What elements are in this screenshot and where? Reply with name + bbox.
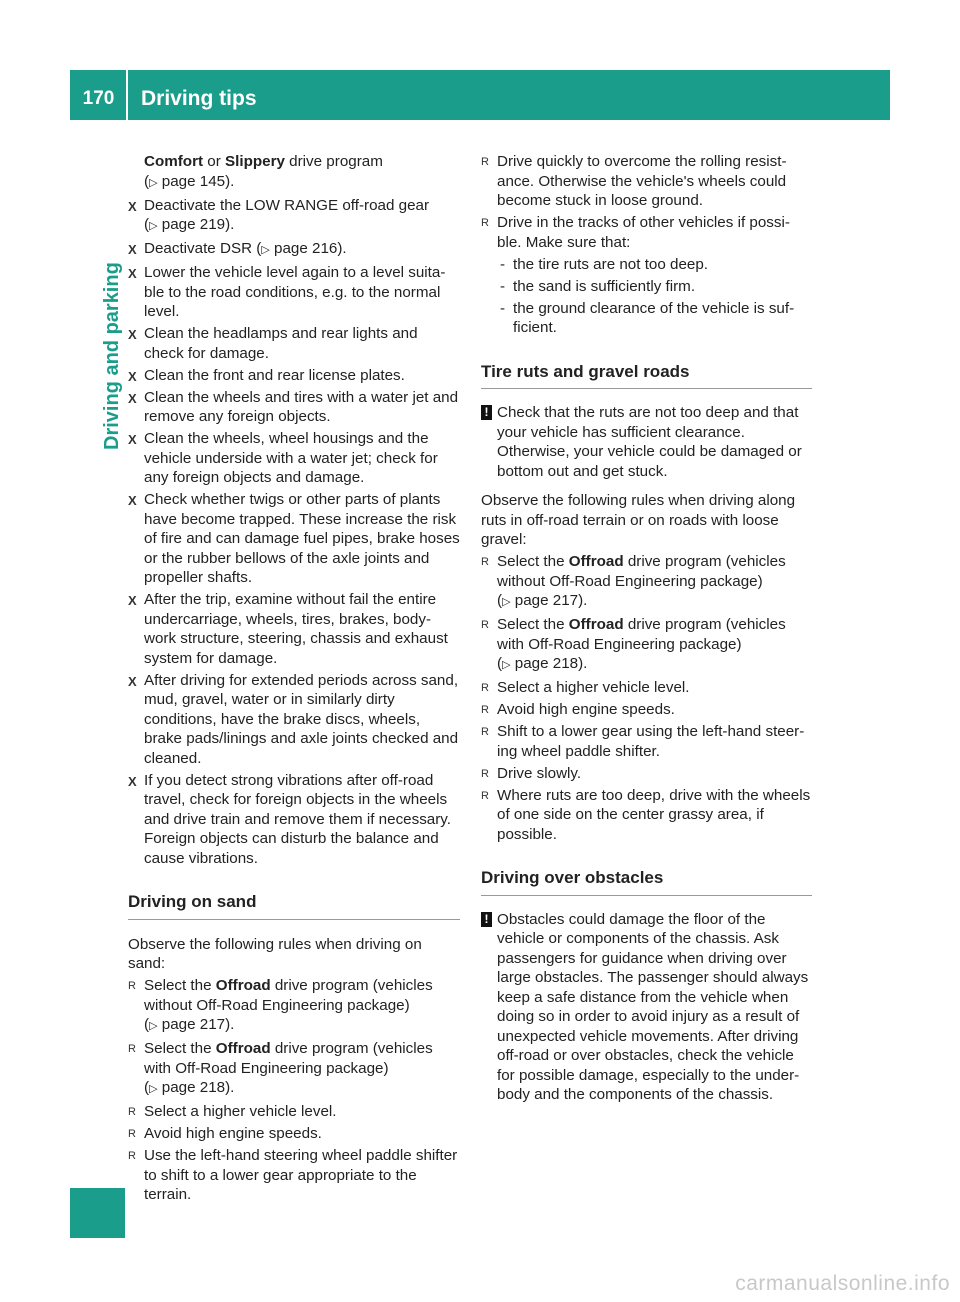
- ruts-intro: Observe the following rules when driving along ruts in off-road terrain or on roads with loose gravel:: [481, 492, 796, 548]
- step-item: X After the trip, examine without fail the entire undercarriage, wheels, tires, brakes, body-work structure, steering, chassis and exhaust system for damage.: [128, 591, 448, 667]
- bullet-item: R Avoid high engine speeds.: [481, 700, 812, 720]
- right-column: [481, 152, 812, 1115]
- bullet-icon: R: [128, 1150, 136, 1162]
- sub-item: - the tire ruts are not too deep.: [500, 255, 709, 273]
- page-ref-triangle-icon: ▷: [149, 1020, 158, 1032]
- arrow-step-icon: X: [128, 432, 137, 447]
- bullet-item: R Select the Offroad drive program (vehicles without Off-Road Engineering package) (▷ page 217).: [128, 977, 433, 1033]
- bullet-icon: R: [481, 156, 489, 168]
- step-item: X If you detect strong vibrations after off-road travel, check for foreign objects in the wheels and drive train and remove them if necessary. Foreign objects can disturb the balance and cause vibrations.: [128, 771, 451, 867]
- arrow-step-icon: X: [128, 673, 137, 689]
- page-ref-link[interactable]: page 219).: [161, 216, 235, 233]
- arrow-step-icon: X: [128, 593, 137, 608]
- page-ref-triangle-icon: ▷: [502, 596, 511, 608]
- warning-note: ! Check that the ruts are not too deep and that your vehicle has sufficient clearance. Otherwise, your vehicle could be damaged or bottom out and get stuck.: [481, 403, 812, 481]
- page-ref-triangle-icon: ▷: [149, 176, 158, 189]
- heading-driving-over-obstacles: Driving over obstacles: [481, 868, 812, 896]
- step-item: X Deactivate the LOW RANGE off-road gear (▷ page 219).: [128, 196, 430, 233]
- header-divider: [126, 70, 128, 120]
- page-ref-link[interactable]: page 218).: [514, 655, 588, 672]
- bullet-icon: R: [481, 682, 489, 694]
- step-item: X Clean the wheels, wheel housings and the vehicle underside with a water jet; check for any foreign objects and damage.: [128, 430, 438, 486]
- section-title: Driving tips: [141, 87, 257, 110]
- exclamation-warning-icon: !: [481, 405, 492, 420]
- bullet-item: R Select the Offroad drive program (vehicles with Off-Road Engineering package) (▷ page 218).: [481, 616, 786, 672]
- arrow-step-icon: X: [128, 327, 137, 342]
- bullet-item: R Drive slowly.: [481, 764, 812, 784]
- left-column: [128, 152, 460, 1207]
- step-item: X Lower the vehicle level again to a level suita-ble to the road conditions, e.g. to the normal level.: [128, 264, 446, 320]
- heading-tire-ruts: Tire ruts and gravel roads: [481, 362, 812, 390]
- bullet-icon: R: [481, 217, 489, 229]
- sub-item: - the sand is sufficiently firm.: [500, 277, 696, 295]
- warning-note: ! Obstacles could damage the floor of the vehicle or components of the chassis. Ask passengers for guidance when driving over large obstacles. The passenger should always keep a safe distance from the vehicle when doing so in order to avoid injury as a result of unexpected vehicle movements. After driving off-road or over obstacles, check the vehicle for possible damage, especially to the under-body and the components of the chassis.: [481, 910, 812, 1105]
- bullet-item: R Avoid high engine speeds.: [128, 1124, 460, 1144]
- bullet-item: R Drive in the tracks of other vehicles if possi-ble. Make sure that:: [481, 214, 790, 251]
- arrow-step-icon: X: [128, 390, 137, 406]
- page-ref-link[interactable]: page 217).: [161, 1016, 235, 1033]
- step-item: X Clean the headlamps and rear lights and check for damage.: [128, 325, 418, 362]
- continued-text: Comfort or Slippery drive program (▷ page 145).: [144, 153, 383, 190]
- bullet-item: R Shift to a lower gear using the left-hand steer-ing wheel paddle shifter.: [481, 723, 805, 760]
- page-number: 170: [82, 88, 115, 109]
- bullet-icon: R: [481, 556, 489, 568]
- dash-icon: -: [500, 299, 506, 317]
- side-tab: [100, 170, 124, 1010]
- page-ref-link[interactable]: page 217).: [514, 592, 588, 609]
- arrow-step-icon: X: [128, 493, 137, 508]
- exclamation-warning-icon: !: [481, 912, 492, 927]
- side-tab-block: [70, 1188, 125, 1238]
- step-item: X Check whether twigs or other parts of plants have become trapped. These increase the risk of fire and can damage fuel pipes, brake hoses or the rubber bellows of the axle joints and propeller shafts.: [128, 491, 460, 586]
- sand-intro: Observe the following rules when driving on sand:: [128, 935, 422, 972]
- bullet-icon: R: [481, 767, 489, 780]
- watermark: carmanualsonline.info: [735, 1272, 950, 1295]
- bullet-item: R Select a higher vehicle level.: [128, 1102, 460, 1122]
- bullet-icon: R: [128, 1043, 136, 1055]
- page-ref-triangle-icon: ▷: [149, 220, 158, 232]
- side-tab-label: Driving and parking: [101, 262, 123, 450]
- step-item: X Deactivate DSR (▷ page 216).: [128, 239, 460, 261]
- bullet-item: R Drive quickly to overcome the rolling resist-ance. Otherwise the vehicle's wheels could become stuck in loose ground.: [481, 153, 787, 209]
- bullet-item: R Use the left-hand steering wheel paddle shifter to shift to a lower gear appropriate to the terrain.: [128, 1147, 458, 1203]
- step-item: X After driving for extended periods across sand, mud, gravel, water or in similarly dirty conditions, have the brake discs, wheels, brake pads/linings and axle joints checked and cleaned.: [128, 671, 459, 767]
- heading-driving-on-sand: Driving on sand: [128, 892, 460, 920]
- step-item: X Clean the front and rear license plates.: [128, 366, 460, 386]
- page-ref-triangle-icon: ▷: [502, 659, 511, 671]
- page-ref-triangle-icon: ▷: [149, 1083, 158, 1095]
- dash-icon: -: [500, 255, 506, 273]
- bullet-item: R Select the Offroad drive program (vehicles without Off-Road Engineering package) (▷ page 217).: [481, 553, 786, 609]
- arrow-step-icon: X: [128, 198, 137, 214]
- bullet-icon: R: [128, 980, 136, 992]
- page-ref-link[interactable]: page 216).: [274, 240, 347, 257]
- arrow-step-icon: X: [128, 242, 137, 257]
- bullet-item: R Where ruts are too deep, drive with the wheels of one side on the center grassy area, if possible.: [481, 786, 811, 843]
- bullet-icon: R: [481, 704, 489, 716]
- dash-icon: -: [500, 277, 506, 295]
- bullet-icon: R: [481, 619, 489, 631]
- bullet-item: R Select the Offroad drive program (vehicles with Off-Road Engineering package) (▷ page 218).: [128, 1040, 433, 1096]
- bullet-item: R Select a higher vehicle level.: [481, 678, 812, 698]
- bullet-icon: R: [128, 1128, 136, 1140]
- bullet-icon: R: [481, 726, 489, 738]
- arrow-step-icon: X: [128, 266, 137, 281]
- arrow-step-icon: X: [128, 773, 137, 789]
- page-ref-link[interactable]: page 145).: [161, 172, 235, 190]
- bullet-icon: R: [128, 1106, 136, 1118]
- step-item: X Clean the wheels and tires with a water jet and remove any foreign objects.: [128, 388, 459, 425]
- page-ref-link[interactable]: page 218).: [161, 1079, 235, 1096]
- arrow-step-icon: X: [128, 368, 137, 384]
- page-ref-triangle-icon: ▷: [261, 244, 270, 256]
- bullet-icon: R: [481, 789, 489, 802]
- sub-item: - the ground clearance of the vehicle is suf-ficient.: [500, 299, 795, 336]
